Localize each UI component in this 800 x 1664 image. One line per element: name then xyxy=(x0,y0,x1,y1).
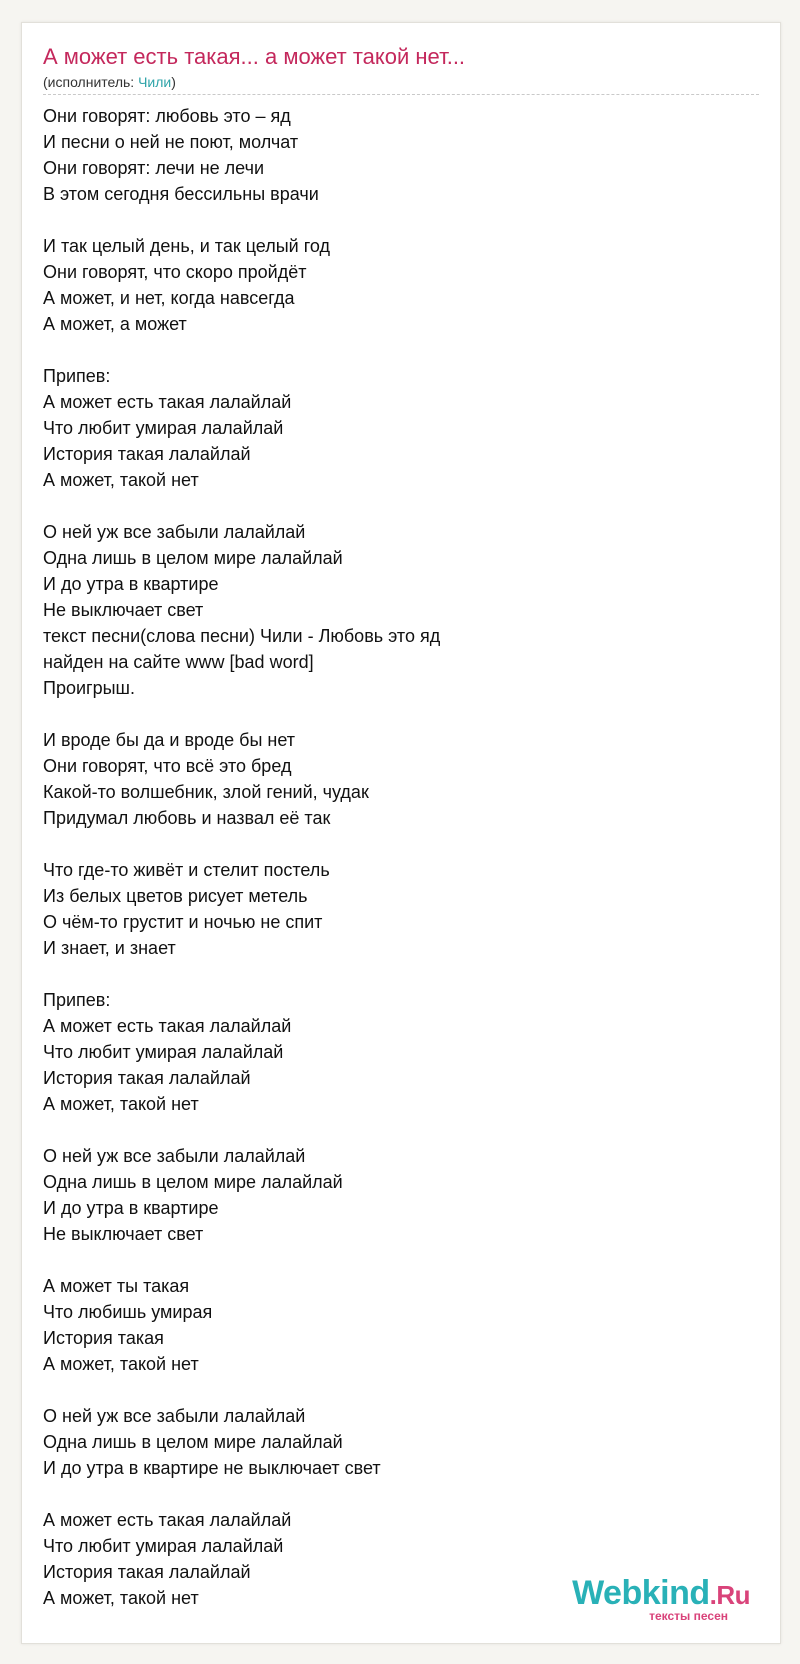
lyric-line: Они говорят: любовь это – яд xyxy=(43,106,291,126)
stanza xyxy=(43,1403,763,1481)
stanza xyxy=(43,519,763,701)
lyric-line: Не выключает свет xyxy=(43,600,204,620)
stanza xyxy=(43,727,763,831)
lyric-line: А может, такой нет xyxy=(43,1588,199,1608)
lyric-line: Не выключает свет xyxy=(43,1224,204,1244)
dashed-divider xyxy=(43,94,759,95)
lyric-line: Что любит умирая лалайлай xyxy=(43,418,284,438)
lyric-line: Они говорят, что всё это бред xyxy=(43,756,292,776)
lyric-line: Припев: xyxy=(43,990,111,1010)
stanza xyxy=(43,1273,763,1377)
lyric-line: И вроде бы да и вроде бы нет xyxy=(43,730,296,750)
lyric-line: А может, такой нет xyxy=(43,1094,199,1114)
lyric-line: А может, и нет, когда навсегда xyxy=(43,288,295,308)
lyric-line: Они говорят: лечи не лечи xyxy=(43,158,265,178)
lyric-line: Проигрыш. xyxy=(43,678,135,698)
lyric-line: О ней уж все забыли лалайлай xyxy=(43,1146,306,1166)
stanza xyxy=(43,363,763,493)
logo-name: Webkind xyxy=(572,1574,710,1612)
lyric-line: А может есть такая лалайлай xyxy=(43,1016,292,1036)
lyric-line: В этом сегодня бессильны врачи xyxy=(43,184,319,204)
artist-line xyxy=(43,73,176,91)
lyric-line: найден на сайте www [bad word] xyxy=(43,652,314,672)
lyric-line: О чём-то грустит и ночью не спит xyxy=(43,912,323,932)
lyric-line: Придумал любовь и назвал её так xyxy=(43,808,331,828)
artist-suffix: ) xyxy=(171,74,176,90)
stanza xyxy=(43,103,763,207)
artist-prefix: (исполнитель: xyxy=(43,74,139,90)
lyric-line: Что любит умирая лалайлай xyxy=(43,1042,284,1062)
lyric-line: История такая xyxy=(43,1328,164,1348)
lyric-line: Что любишь умирая xyxy=(43,1302,213,1322)
lyric-line: О ней уж все забыли лалайлай xyxy=(43,1406,306,1426)
site-logo[interactable] xyxy=(550,1573,750,1625)
lyric-line: История такая лалайлай xyxy=(43,1562,251,1582)
stanza xyxy=(43,987,763,1117)
lyric-line: История такая лалайлай xyxy=(43,444,251,464)
logo-subtitle: тексты песен xyxy=(649,1609,728,1623)
lyric-line: О ней уж все забыли лалайлай xyxy=(43,522,306,542)
lyric-line: текст песни(слова песни) Чили - Любовь это яд xyxy=(43,626,441,646)
lyric-line: А может, такой нет xyxy=(43,1354,199,1374)
lyric-line: А может, такой нет xyxy=(43,470,199,490)
lyric-line: Они говорят, что скоро пройдёт xyxy=(43,262,307,282)
artist-link[interactable]: Чили xyxy=(138,74,172,90)
lyric-line: Какой-то волшебник, злой гений, чудак xyxy=(43,782,369,802)
lyrics-body xyxy=(43,103,763,1637)
lyrics-card xyxy=(21,22,781,1644)
lyric-line: История такая лалайлай xyxy=(43,1068,251,1088)
lyric-line: И так целый день, и так целый год xyxy=(43,236,331,256)
lyric-line: Что где-то живёт и стелит постель xyxy=(43,860,330,880)
lyric-line: И песни о ней не поют, молчат xyxy=(43,132,299,152)
lyric-line: А может ты такая xyxy=(43,1276,190,1296)
lyric-line: И до утра в квартире не выключает свет xyxy=(43,1458,381,1478)
lyric-line: Одна лишь в целом мире лалайлай xyxy=(43,1432,343,1452)
lyric-line: А может есть такая лалайлай xyxy=(43,1510,292,1530)
lyric-line: И до утра в квартире xyxy=(43,574,219,594)
lyric-line: Что любит умирая лалайлай xyxy=(43,1536,284,1556)
lyric-line: Из белых цветов рисует метель xyxy=(43,886,308,906)
logo-tld: .Ru xyxy=(709,1580,750,1610)
stanza xyxy=(43,1143,763,1247)
lyric-line: И до утра в квартире xyxy=(43,1198,219,1218)
lyric-line: А может, а может xyxy=(43,314,187,334)
stanza xyxy=(43,857,763,961)
lyric-line: Одна лишь в целом мире лалайлай xyxy=(43,1172,343,1192)
lyric-line: Припев: xyxy=(43,366,111,386)
song-title: А может есть такая... а может такой нет... xyxy=(43,44,466,69)
lyric-line: И знает, и знает xyxy=(43,938,176,958)
lyric-line: Одна лишь в целом мире лалайлай xyxy=(43,548,343,568)
stanza xyxy=(43,233,763,337)
lyric-line: А может есть такая лалайлай xyxy=(43,392,292,412)
